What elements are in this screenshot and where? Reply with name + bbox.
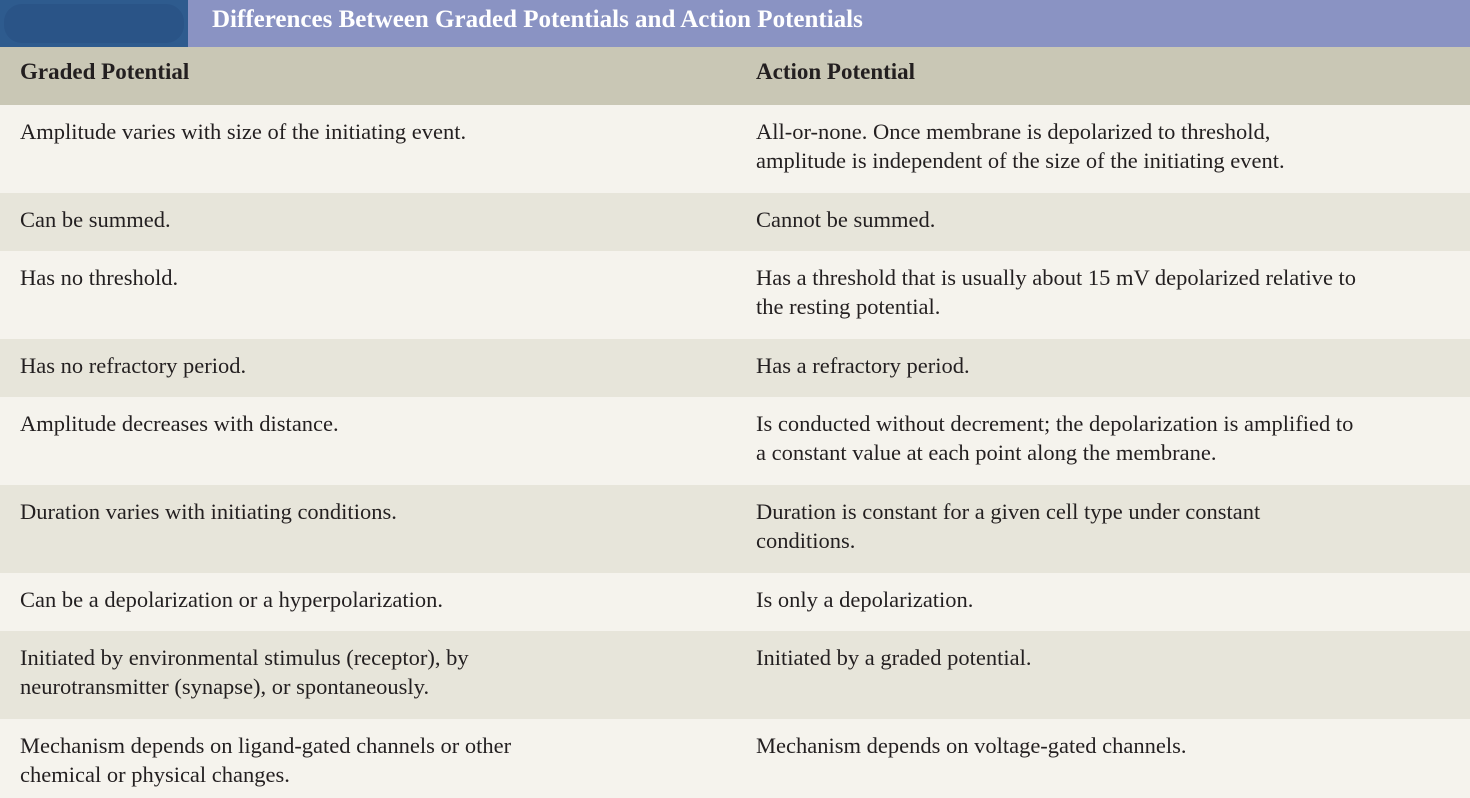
- cell-line: Is only a depolarization.: [756, 587, 974, 612]
- cell-line: Duration is constant for a given cell type under constant: [756, 499, 1261, 524]
- cell-line: neurotransmitter (synapse), or spontaneously.: [20, 674, 430, 699]
- graded-cell: [20, 731, 660, 789]
- action-cell: [756, 409, 1456, 467]
- title-tab-blob: [4, 4, 184, 43]
- cell-line: amplitude is independent of the size of the initiating event.: [756, 148, 1285, 173]
- cell-line: Can be summed.: [20, 207, 171, 232]
- cell-line: Has no threshold.: [20, 265, 179, 290]
- cell-line: Initiated by environmental stimulus (receptor), by: [20, 645, 469, 670]
- table-row: [0, 719, 1470, 798]
- graded-cell: [20, 643, 660, 701]
- action-cell: [756, 497, 1456, 555]
- graded-cell: [20, 117, 660, 146]
- cell-line: Has a threshold that is usually about 15 mV depolarized relative to: [756, 265, 1357, 290]
- cell-line: All-or-none. Once membrane is depolarized to threshold,: [756, 119, 1271, 144]
- table-row: [0, 251, 1470, 339]
- cell-line: Mechanism depends on voltage-gated channels.: [756, 733, 1187, 758]
- cell-line: Has a refractory period.: [756, 353, 970, 378]
- table-title-bar: [0, 0, 1470, 47]
- cell-line: Mechanism depends on ligand-gated channels or other: [20, 733, 512, 758]
- cell-line: Initiated by a graded potential.: [756, 645, 1032, 670]
- cell-line: Amplitude varies with size of the initiating event.: [20, 119, 467, 144]
- graded-cell: [20, 409, 660, 438]
- cell-line: the resting potential.: [756, 294, 941, 319]
- title-tab: [0, 0, 188, 47]
- table-row: [0, 631, 1470, 719]
- table-row: [0, 573, 1470, 631]
- cell-line: Amplitude decreases with distance.: [20, 411, 339, 436]
- graded-cell: [20, 497, 660, 526]
- action-cell: [756, 205, 1456, 234]
- table-row: [0, 105, 1470, 193]
- table-row: [0, 485, 1470, 573]
- graded-cell: [20, 351, 660, 380]
- cell-line: Cannot be summed.: [756, 207, 936, 232]
- cell-line: a constant value at each point along the membrane.: [756, 440, 1217, 465]
- action-cell: [756, 731, 1456, 760]
- cell-line: Is conducted without decrement; the depolarization is amplified to: [756, 411, 1354, 436]
- header-action-potential: Action Potential: [756, 59, 916, 84]
- action-cell: [756, 117, 1456, 175]
- cell-line: chemical or physical changes.: [20, 762, 290, 787]
- cell-line: Has no refractory period.: [20, 353, 247, 378]
- action-cell: [756, 263, 1456, 321]
- table-header-row: [0, 47, 1470, 105]
- header-graded-potential: Graded Potential: [20, 59, 190, 84]
- cell-line: Can be a depolarization or a hyperpolarization.: [20, 587, 443, 612]
- table-row: [0, 397, 1470, 485]
- graded-cell: [20, 585, 660, 614]
- table-title: Differences Between Graded Potentials and Action Potentials: [212, 6, 863, 33]
- action-cell: [756, 643, 1456, 672]
- graded-cell: [20, 263, 660, 292]
- table-row: [0, 339, 1470, 397]
- cell-line: conditions.: [756, 528, 856, 553]
- action-cell: [756, 585, 1456, 614]
- graded-cell: [20, 205, 660, 234]
- action-cell: [756, 351, 1456, 380]
- table-row: [0, 193, 1470, 251]
- cell-line: Duration varies with initiating conditions.: [20, 499, 397, 524]
